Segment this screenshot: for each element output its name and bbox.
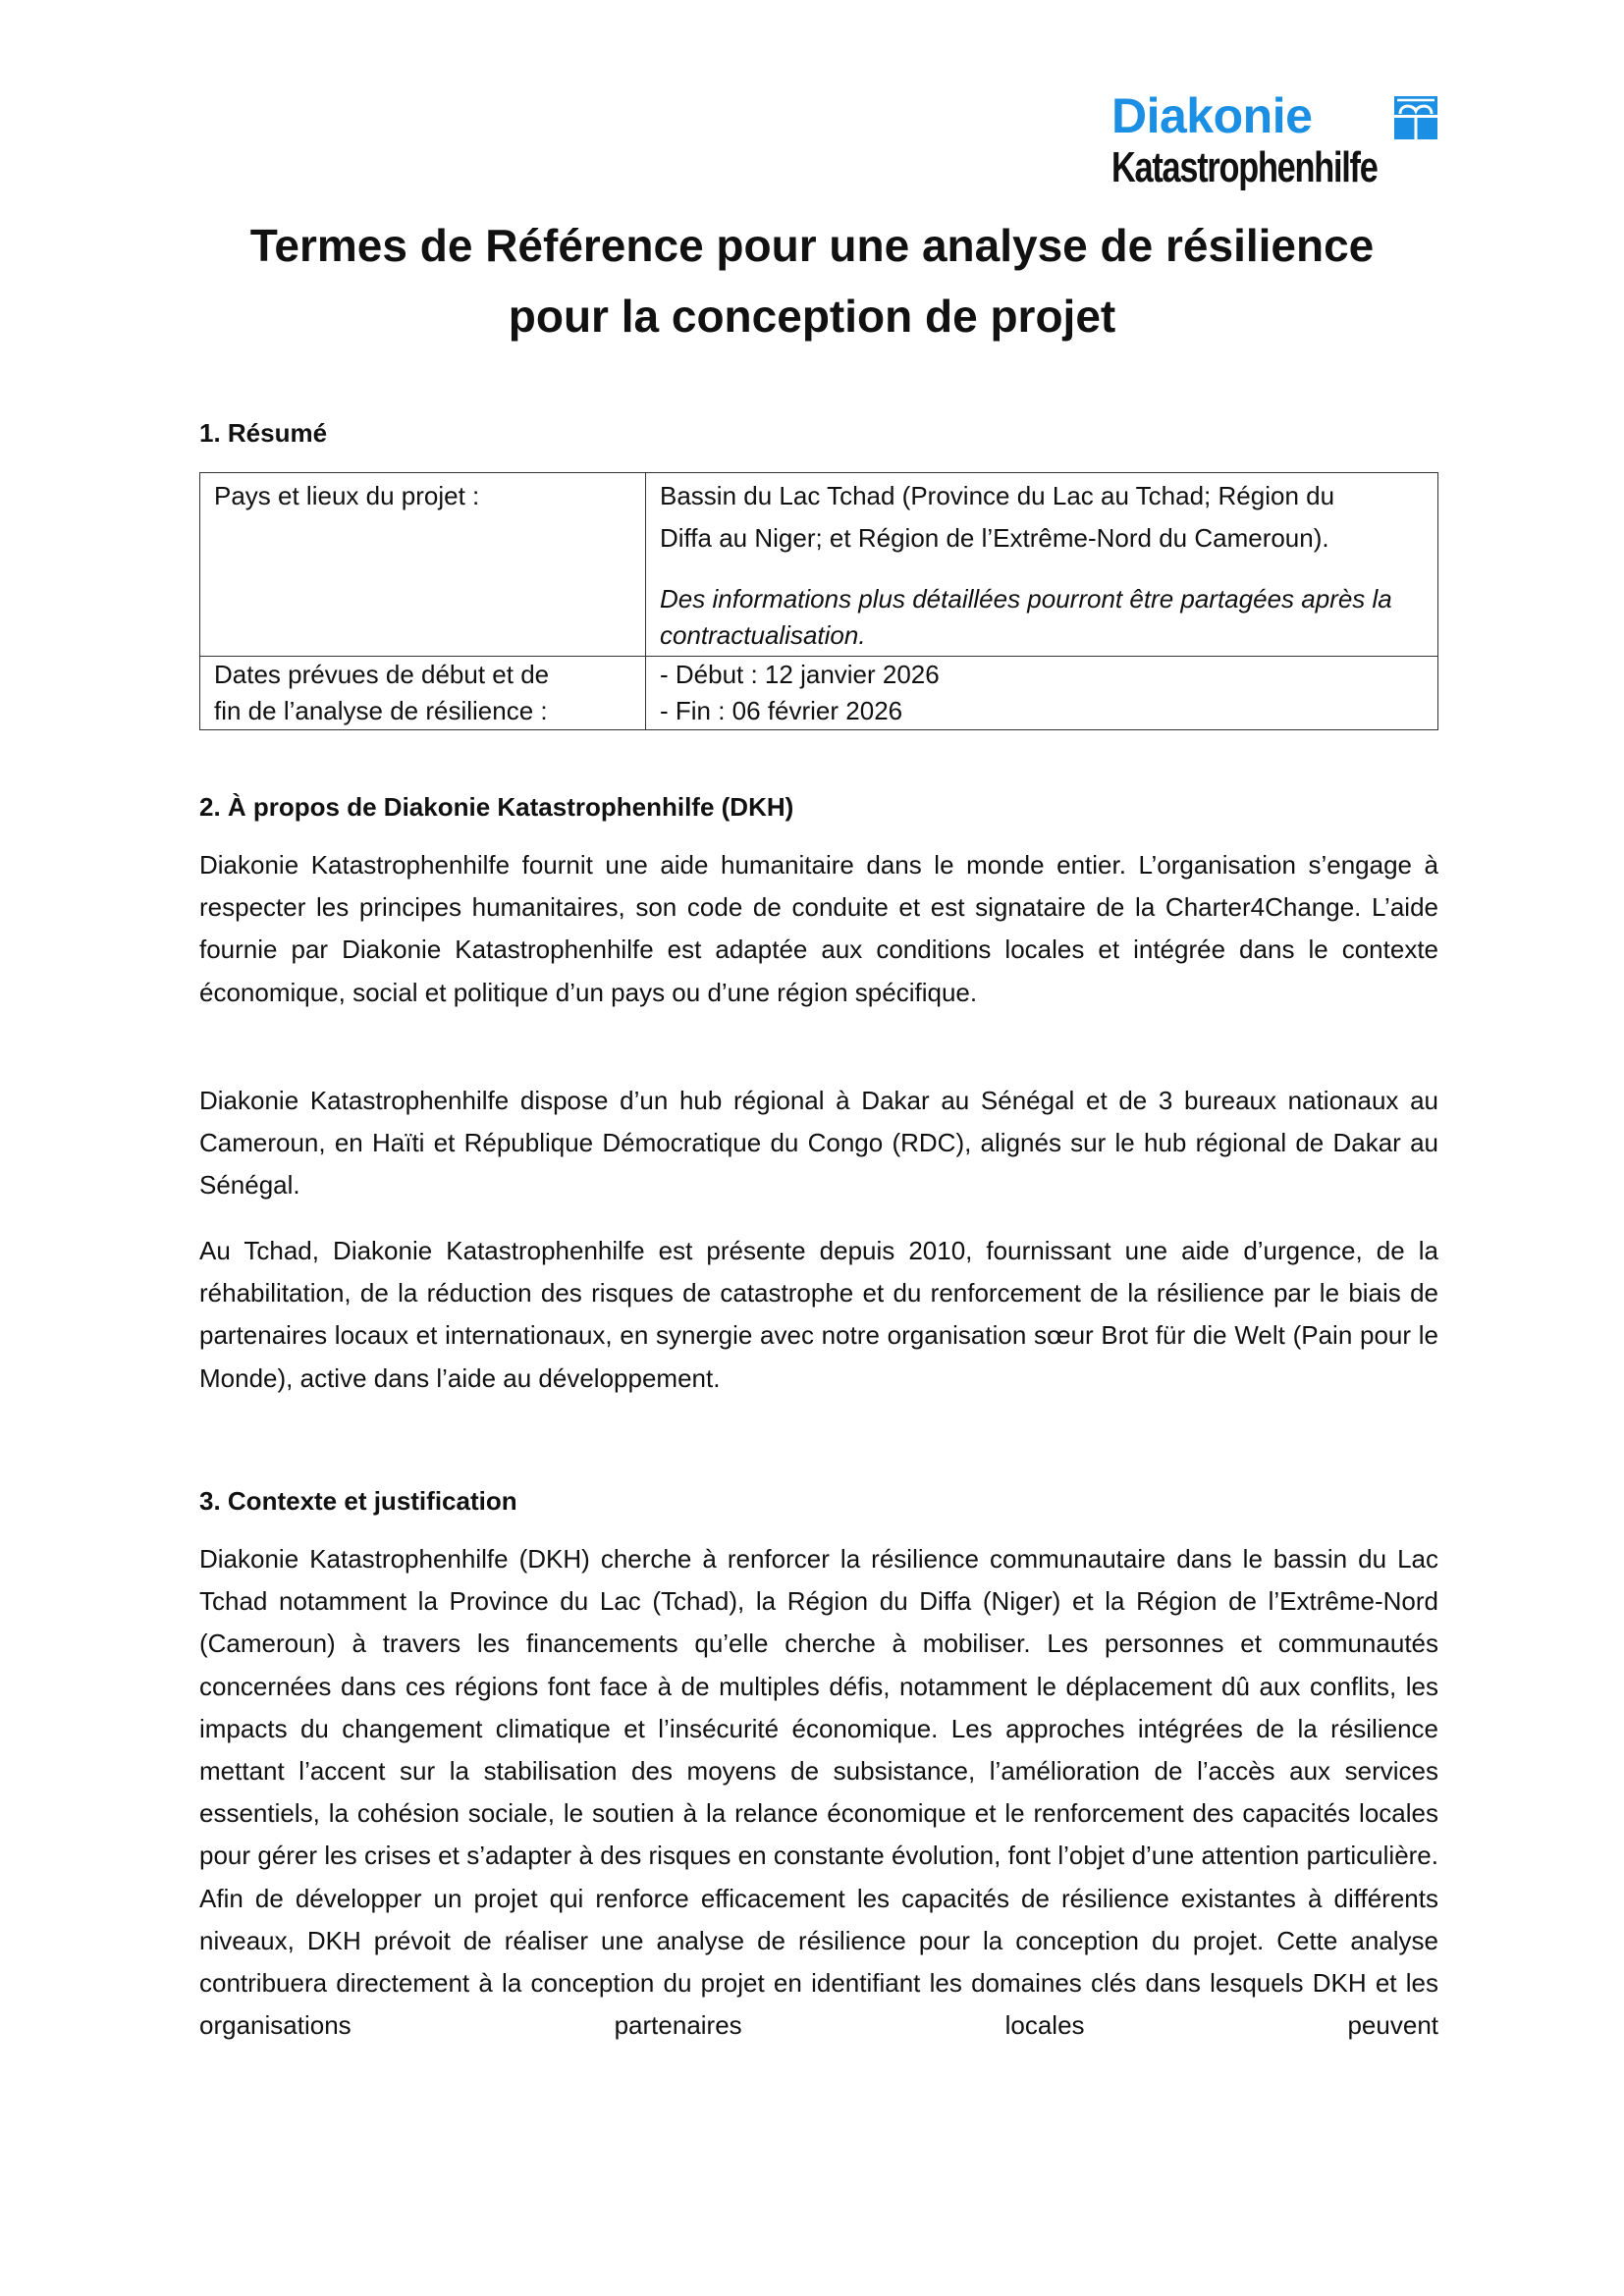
title-line-1: Termes de Référence pour une analyse de résilience — [249, 220, 1375, 271]
document-title — [0, 210, 1624, 351]
row-label: Pays et lieux du projet : — [214, 481, 480, 510]
summary-table — [199, 472, 1438, 730]
dates-label-line-1: Dates prévues de début et de — [214, 660, 550, 689]
location-line-2: Diffa au Niger; et Région de l’Extrême-Nord du Cameroun). — [660, 523, 1329, 553]
location-note: Des informations plus détaillées pourront être partagées après la contractualisation. — [660, 584, 1392, 650]
about-paragraph-3: Au Tchad, Diakonie Katastrophenhilfe est présente depuis 2010, fournissant une aide d’urgence, de la réhabilitation, de la réduction des risques de catastrophe et du renforcement de la résilience par le biais de partenaires locaux et internationaux, en synergie avec notre organisation sœur Brot für die Welt (Pain pour le Monde), active dans l’aide au développement. — [199, 1236, 1438, 1393]
end-date: - Fin : 06 février 2026 — [660, 696, 903, 725]
table-label-cell — [200, 657, 646, 730]
diakonie-logo — [1111, 90, 1441, 196]
section-heading-about: 2. À propos de Diakonie Katastrophenhilfe (DKH) — [199, 792, 794, 822]
table-label-cell — [200, 473, 646, 657]
table-value-cell — [646, 473, 1438, 657]
logo-brand-bottom: Katastrophenhilfe — [1111, 143, 1378, 191]
start-date: - Début : 12 janvier 2026 — [660, 660, 940, 689]
table-row — [200, 657, 1438, 730]
dates-label-line-2: fin de l’analyse de résilience : — [214, 696, 548, 725]
diakonie-cross-icon — [1394, 96, 1437, 139]
about-paragraph-1: Diakonie Katastrophenhilfe fournit une aide humanitaire dans le monde entier. L’organisation s’engage à respecter les principes humanitaires, son code de conduite et est signataire de la Charter4Change. L’aide fournie par Diakonie Katastrophenhilfe est adaptée aux conditions locales et intégrée dans le contexte économique, social et politique d’un pays ou d’une région spécifique. — [199, 850, 1438, 1007]
table-row — [200, 473, 1438, 657]
table-value-cell — [646, 657, 1438, 730]
about-paragraph-2: Diakonie Katastrophenhilfe dispose d’un hub régional à Dakar au Sénégal et de 3 bureaux nationaux au Cameroun, en Haïti et République Démocratique du Congo (RDC), alignés sur le hub régional de Dakar au Sénégal. — [199, 1086, 1438, 1201]
context-paragraph-1: Diakonie Katastrophenhilfe (DKH) cherche à renforcer la résilience communautaire dans le bassin du Lac Tchad notamment la Province du Lac (Tchad), la Région du Diffa (Niger) et la Région de l’Extrême-Nord (Cameroun) à travers les financements qu’elle cherche à mobiliser. Les personnes et communautés concernées dans ces régions font face à de multiples défis, notamment le déplacement dû aux conflits, les impacts du changement climatique et l’insécurité économique. Les approches intégrées de la résilience mettant l’accent sur la stabilisation des moyens de subsistance, l’amélioration de l’accès aux services essentiels, la cohésion sociale, le soutien à la relance économique et le renforcement des capacités locales pour gérer les crises et s’adapter à des risques en constante évolution, font l’objet d’une attention particulière. Afin de développer un projet qui renforce efficacement les capacités de résilience existantes à différents niveaux, DKH prévoit de réaliser une analyse de résilience pour la conception du projet. Cette analyse contribuera directement à la conception du projet en identifiant les domaines clés dans lesquels DKH et les organisations partenaires locales peuvent — [199, 1544, 1438, 2041]
section-heading-context: 3. Contexte et justification — [199, 1486, 517, 1516]
section-heading-resume: 1. Résumé — [199, 418, 328, 448]
logo-brand-top: Diakonie — [1111, 88, 1313, 143]
title-line-2: pour la conception de projet — [508, 291, 1116, 342]
logo-top-row — [1111, 90, 1312, 141]
location-line-1: Bassin du Lac Tchad (Province du Lac au Tchad; Région du — [660, 481, 1335, 510]
